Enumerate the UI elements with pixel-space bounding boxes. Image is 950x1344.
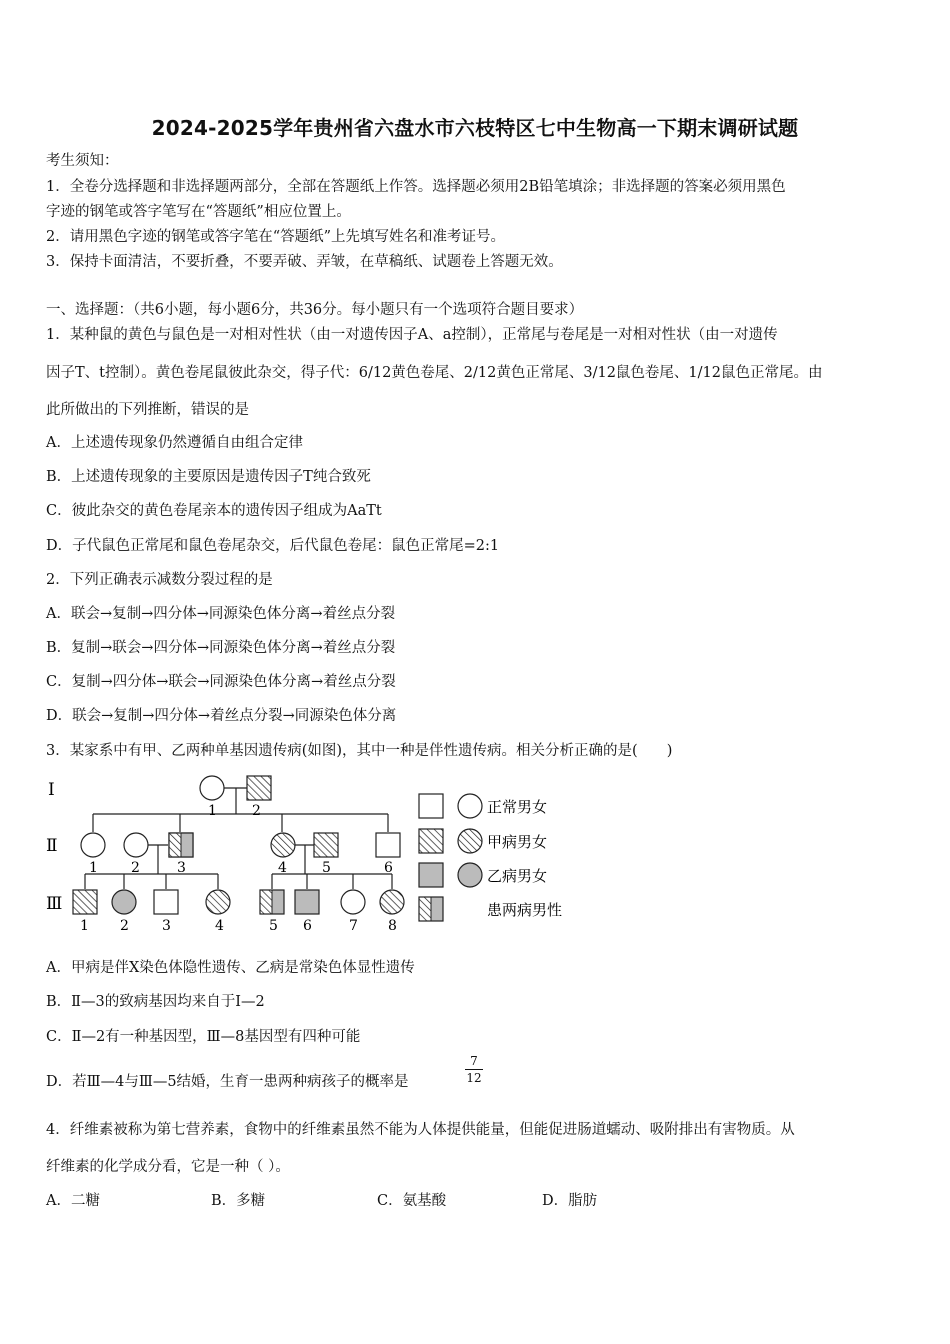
q3-option-d: D．若Ⅲ—4与Ⅲ—5结婚，生育一患两种病孩子的概率是	[46, 1074, 409, 1090]
fraction-denominator: 12	[466, 1071, 482, 1085]
q1-option-c: C．彼此杂交的黄色卷尾亲本的遗传因子组成为AaTt	[46, 503, 382, 519]
pedigree-diagram	[40, 768, 590, 948]
pedigree-III2-yi-female	[112, 890, 136, 914]
q3-stem: 3．某家系中有甲、乙两种单基因遗传病(如图)，其中一种是伴性遗传病。相关分析正确的是( )	[46, 743, 673, 759]
generation-label: Ⅰ	[48, 780, 55, 800]
notice-item: 1．全卷分选择题和非选择题两部分，全部在答题纸上作答。选择题必须用2B铅笔填涂；非选择题的答案必须用黑色	[46, 179, 786, 195]
q3-option-b: B．Ⅱ—3的致病基因均来自于Ⅰ—2	[46, 994, 265, 1010]
q1-stem-line: 此所做出的下列推断，错误的是	[46, 402, 249, 418]
q4-option-c: C．氨基酸	[377, 1193, 447, 1209]
legend-label: 正常男女	[487, 798, 548, 816]
legend-label: 患两病男性	[487, 901, 563, 919]
q1-option-a: A．上述遗传现象仍然遵循自由组合定律	[46, 435, 303, 451]
pedigree-III7-normal-female	[341, 890, 365, 914]
legend-yi-female	[458, 863, 482, 887]
pedigree-id-label: 3	[177, 860, 186, 876]
q4-option-b: B．多糖	[211, 1193, 266, 1209]
pedigree-II2-normal-female	[124, 833, 148, 857]
legend-jia-male	[419, 829, 443, 853]
page-title: 2024-2025学年贵州省六盘水市六枝特区七中生物高一下期末调研试题	[151, 116, 799, 140]
section-heading: 一、选择题：（共6小题，每小题6分，共36分。每小题只有一个选项符合题目要求）	[46, 302, 584, 318]
notice-item: 2．请用黑色字迹的钢笔或答字笔在“答题纸”上先填写姓名和准考证号。	[46, 229, 506, 245]
q4-stem-line: 4．纤维素被称为第七营养素，食物中的纤维素虽然不能为人体提供能量，但能促进肠道蠕动、吸附排出有害物质。从	[46, 1122, 795, 1138]
q3-option-a: A．甲病是伴X染色体隐性遗传、乙病是常染色体显性遗传	[46, 960, 415, 976]
q3-option-c: C．Ⅱ—2有一种基因型，Ⅲ—8基因型有四种可能	[46, 1029, 361, 1045]
pedigree-id-label: 6	[303, 918, 312, 934]
pedigree-II5-jia-male	[314, 833, 338, 857]
pedigree-I1-normal-female	[200, 776, 224, 800]
pedigree-III5-half-hatch	[260, 890, 272, 914]
q4-stem-line: 纤维素的化学成分看，它是一种（ ）。	[46, 1159, 290, 1175]
legend-normal-female	[458, 794, 482, 818]
pedigree-id-label: 3	[162, 918, 171, 934]
notice-item: 字迹的钢笔或答字笔写在“答题纸”相应位置上。	[46, 204, 351, 220]
legend-jia-female	[458, 829, 482, 853]
legend-label: 甲病男女	[487, 833, 548, 851]
fraction-numerator: 7	[465, 1054, 483, 1070]
pedigree-III8-jia-female	[380, 890, 404, 914]
pedigree-id-label: 4	[215, 918, 224, 934]
pedigree-II1-normal-female	[81, 833, 105, 857]
q1-option-b: B．上述遗传现象的主要原因是遗传因子T纯合致死	[46, 469, 371, 485]
pedigree-III4-jia-female	[206, 890, 230, 914]
pedigree-II4-jia-female	[271, 833, 295, 857]
pedigree-II3-half-gray	[181, 833, 193, 857]
legend-yi-male	[419, 863, 443, 887]
legend-both-half-gray	[431, 897, 443, 921]
pedigree-id-label: 2	[120, 918, 129, 934]
q4-option-d: D．脂肪	[542, 1193, 598, 1209]
generation-label: Ⅲ	[46, 894, 63, 914]
pedigree-III3-normal-male	[154, 890, 178, 914]
generation-label: Ⅱ	[46, 836, 58, 856]
pedigree-id-label: 5	[322, 860, 331, 876]
pedigree-id-label: 2	[252, 803, 261, 819]
pedigree-id-label: 2	[131, 860, 140, 876]
q3-option-d-fraction	[465, 1054, 483, 1085]
pedigree-I2-jia-male	[247, 776, 271, 800]
q1-stem-line: 1．某种鼠的黄色与鼠色是一对相对性状（由一对遗传因子A、a控制），正常尾与卷尾是一对相对性状（由一对遗传	[46, 327, 778, 343]
q2-option-c: C．复制→四分体→联会→同源染色体分离→着丝点分裂	[46, 674, 396, 690]
notice-item: 3．保持卡面清洁，不要折叠，不要弄破、弄皱，在草稿纸、试题卷上答题无效。	[46, 254, 563, 270]
pedigree-III1-jia-male	[73, 890, 97, 914]
pedigree-id-label: 1	[208, 803, 217, 819]
pedigree-III6-yi-male	[295, 890, 319, 914]
legend-label: 乙病男女	[487, 867, 548, 885]
legend-normal-male	[419, 794, 443, 818]
q1-stem-line: 因子T、t控制）。黄色卷尾鼠彼此杂交，得子代：6/12黄色卷尾、2/12黄色正常尾、3/12鼠色卷尾、1/12鼠色正常尾。由	[46, 365, 823, 381]
q2-option-d: D．联会→复制→四分体→着丝点分裂→同源染色体分离	[46, 708, 397, 724]
pedigree-id-label: 4	[278, 860, 287, 876]
pedigree-III5-half-gray	[272, 890, 284, 914]
q2-option-b: B．复制→联会→四分体→同源染色体分离→着丝点分裂	[46, 640, 396, 656]
pedigree-id-label: 8	[388, 918, 397, 934]
q4-option-a: A．二糖	[46, 1193, 100, 1209]
q2-stem: 2．下列正确表示减数分裂过程的是	[46, 572, 273, 588]
notice-heading: 考生须知：	[46, 153, 119, 169]
pedigree-II6-normal-male	[376, 833, 400, 857]
q2-option-a: A．联会→复制→四分体→同源染色体分离→着丝点分裂	[46, 606, 396, 622]
pedigree-id-label: 6	[384, 860, 393, 876]
pedigree-id-label: 1	[80, 918, 89, 934]
q1-option-d: D．子代鼠色正常尾和鼠色卷尾杂交，后代鼠色卷尾：鼠色正常尾=2:1	[46, 538, 500, 554]
pedigree-id-label: 5	[269, 918, 278, 934]
pedigree-id-label: 7	[349, 918, 358, 934]
pedigree-id-label: 1	[89, 860, 98, 876]
legend-both-half-hatch	[419, 897, 431, 921]
pedigree-II3-half-hatch	[169, 833, 181, 857]
